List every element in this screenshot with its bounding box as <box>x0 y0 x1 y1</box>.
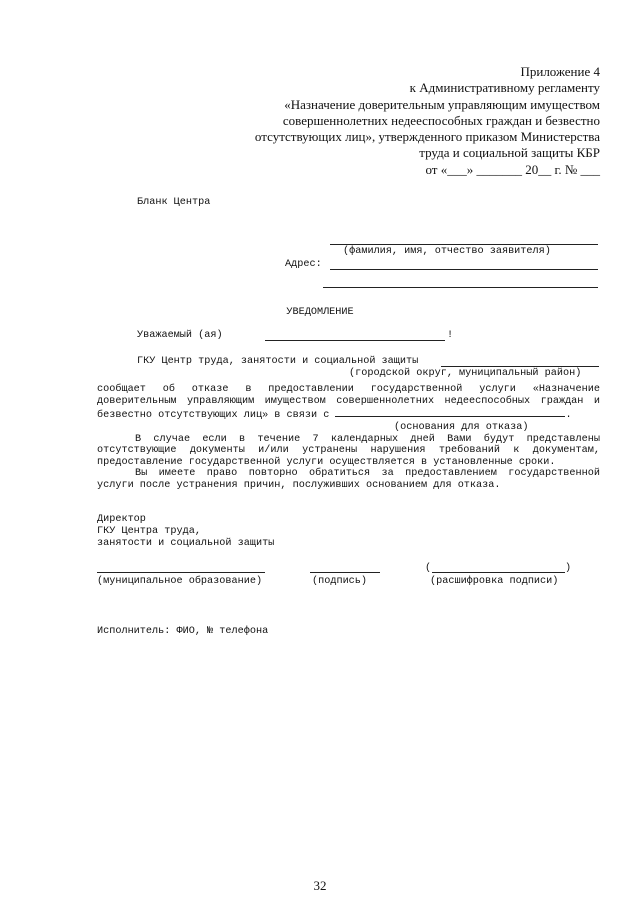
signatory-title: Директор <box>97 514 146 525</box>
appendix-line: труда и социальной защиты КБР <box>419 145 600 161</box>
refusal-reason-line <box>335 407 565 417</box>
address-label: Адрес: <box>285 259 322 270</box>
decoding-caption: (расшифровка подписи) <box>430 576 559 587</box>
municipality-line <box>97 572 265 573</box>
signature-caption: (подпись) <box>312 576 368 587</box>
refusal-period: . <box>565 410 572 421</box>
refusal-text: сообщает об отказе в предоставлении государственной услуги «Назначение доверительным управляющим имуществом совершеннолетних недееспособных граждан и безвестно отсутствующих лиц» в связи с <box>97 384 600 421</box>
executor-line: Исполнитель: ФИО, № телефона <box>97 626 269 637</box>
district-caption: (городской округ, муниципальный район) <box>349 368 582 379</box>
greeting: Уважаемый (ая) <box>137 330 223 341</box>
signature-line <box>310 572 380 573</box>
center-name-text: ГКУ Центр труда, занятости и социальной защиты <box>137 356 419 367</box>
signatory-department: занятости и социальной защиты <box>97 538 275 549</box>
greeting-exclamation: ! <box>447 330 454 341</box>
appendix-line: к Административному регламенту <box>409 80 600 96</box>
appendix-date-line: от «___» _______ 20__ г. № ___ <box>425 161 600 177</box>
notification-body <box>97 384 600 491</box>
refusal-paragraph <box>97 384 600 422</box>
decoding-close-paren: ) <box>565 563 572 574</box>
page-number: 32 <box>313 878 327 893</box>
appendix-line: «Назначение доверительным управляющим имуществом <box>284 96 600 112</box>
appendix-line: отсутствующих лиц», утвержденного приказом Министерства <box>254 129 600 145</box>
document-title: УВЕДОМЛЕНИЕ <box>286 307 354 318</box>
paragraph-deadline: В случае если в течение 7 календарных дней Вами будут представлены отсутствующие документы и/или устранены нарушения требований к документам, предоставление государственной услуги осуществляется в установленные сроки. <box>97 433 600 468</box>
district-line <box>441 366 599 367</box>
appendix-header <box>240 64 600 178</box>
decoding-open-paren: ( <box>425 563 432 574</box>
address-line-2 <box>323 287 598 288</box>
letterhead-placeholder: Бланк Центра <box>137 197 211 208</box>
decoding-line <box>432 572 565 573</box>
greeting-name-line <box>265 340 445 341</box>
applicant-name-line <box>330 244 598 245</box>
appendix-line: совершеннолетних недееспособных граждан и безвестно <box>282 112 600 128</box>
reason-caption: (основания для отказа) <box>394 421 529 433</box>
address-line-1 <box>330 269 598 270</box>
appendix-line: Приложение 4 <box>520 64 600 79</box>
paragraph-reapply: Вы имеете право повторно обратиться за предоставлением государственной услуги после устранения причин, послуживших основанием для отказа. <box>97 468 600 491</box>
signatory-organization: ГКУ Центра труда, <box>97 526 201 537</box>
municipality-caption: (муниципальное образование) <box>97 576 263 587</box>
applicant-name-caption: (фамилия, имя, отчество заявителя) <box>343 246 551 257</box>
